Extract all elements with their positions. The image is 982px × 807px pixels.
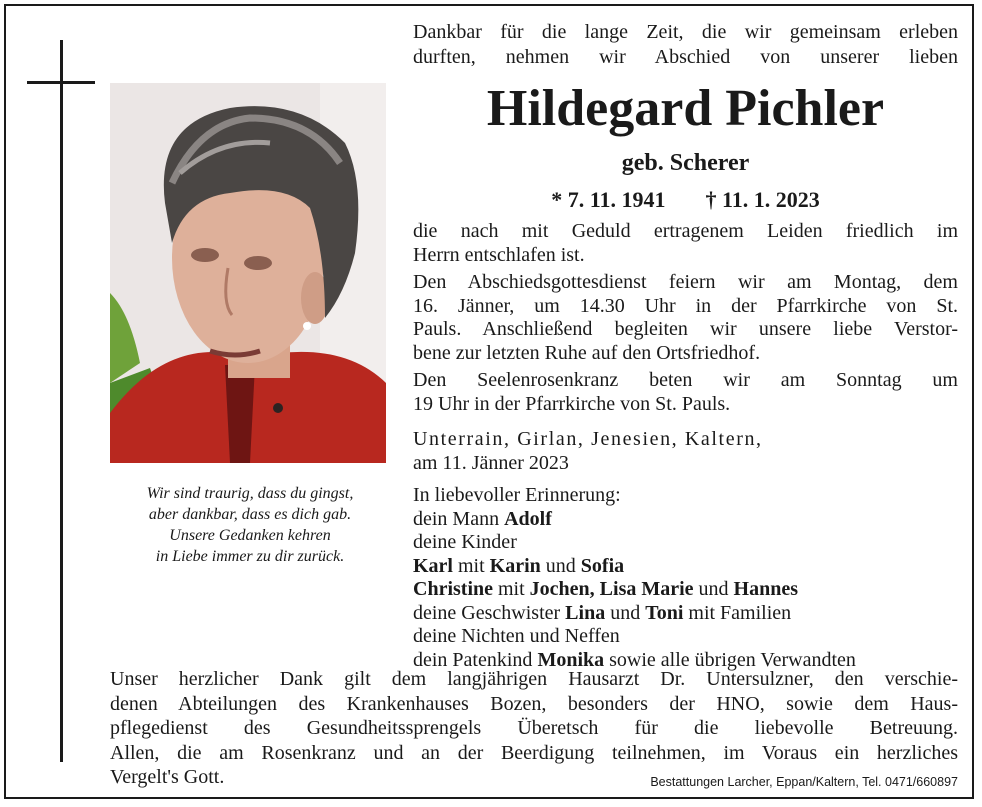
memorial-quote <box>105 483 395 567</box>
text-line: Pauls. Anschließend begleiten wir unsere liebe Verstor- <box>413 318 958 340</box>
text-line: die nach mit Geduld ertragenem Leiden friedlich im <box>413 220 958 242</box>
portrait-photo <box>110 83 386 463</box>
mourner-prefix: dein Mann <box>413 507 505 530</box>
mourner-line-siblings <box>413 602 958 626</box>
connector-text: mit <box>493 578 530 600</box>
mourner-name: Adolf <box>504 507 552 530</box>
mourner-name: Hannes <box>733 578 799 600</box>
cross-icon-bar <box>27 81 95 84</box>
text-line: Den Abschiedsgottesdienst feiern wir am Montag, dem <box>413 271 958 293</box>
mourner-line-nieces: deine Nichten und Neffen <box>413 625 620 647</box>
text-line: Den Seelenrosenkranz beten wir am Sonntag um <box>413 369 958 391</box>
mourner-name: Jochen, Lisa Marie <box>529 578 694 600</box>
intro-line: durften, nehmen wir Abschied von unserer lieben <box>413 46 958 68</box>
mourner-prefix: deine Geschwister <box>413 601 566 624</box>
rosary-notice <box>413 369 958 416</box>
connector-text: und <box>540 554 581 577</box>
mourner-suffix: sowie alle übrigen Verwandten <box>604 648 856 671</box>
date-line: am 11. Jänner 2023 <box>413 451 569 474</box>
mass-notice <box>413 271 958 365</box>
funeral-home-credit: Bestattungen Larcher, Eppan/Kaltern, Tel. 0471/660897 <box>650 775 958 789</box>
quote-line: aber dankbar, dass es dich gab. <box>148 506 352 523</box>
thanks-line: Unser herzlicher Dank gilt dem langjährigen Hausarzt Dr. Untersulzner, den verschie- <box>110 668 958 690</box>
mourner-name: Karin <box>489 554 541 577</box>
text-line: 19 Uhr in der Pfarrkirche von St. Pauls. <box>413 392 731 415</box>
mourner-line-child1 <box>413 555 958 579</box>
mourner-line-child2 <box>413 578 958 602</box>
mourner-name: Toni <box>645 601 684 624</box>
connector-text: mit <box>453 554 490 577</box>
mourner-line-husband <box>413 508 958 532</box>
connector-text: und <box>693 578 734 600</box>
text-line: 16. Jänner, um 14.30 Uhr in der Pfarrkirche von St. <box>413 294 958 317</box>
life-dates <box>413 185 958 215</box>
mourner-name: Lina <box>565 601 606 624</box>
death-notice <box>413 220 958 267</box>
deceased-name: Hildegard Pichler <box>486 80 885 137</box>
places-line: Unterrain, Girlan, Jenesien, Kaltern, <box>413 428 763 450</box>
children-label: deine Kinder <box>413 531 517 553</box>
text-line: Herrn entschlafen ist. <box>413 243 585 266</box>
place-date <box>413 428 958 475</box>
text-line: bene zur letzten Ruhe auf den Ortsfriedhof. <box>413 341 761 364</box>
thanks-line: denen Abteilungen des Krankenhauses Bozen, besonders der HNO, sowie dem Haus- <box>110 692 958 715</box>
mourner-name: Christine <box>413 578 493 600</box>
intro-line: Dankbar für die lange Zeit, die wir gemeinsam erleben <box>413 21 958 43</box>
maiden-name: geb. Scherer <box>621 150 750 176</box>
connector-text: und <box>605 601 646 624</box>
cross-icon <box>60 40 63 762</box>
mourner-suffix: mit Familien <box>683 601 792 624</box>
mourner-name: Monika <box>537 648 605 671</box>
thanks-line: Vergelt's Gott. <box>110 766 225 788</box>
quote-line: Unsere Gedanken kehren <box>169 527 331 544</box>
quote-line: Wir sind traurig, dass du gingst, <box>146 485 354 502</box>
death-date: † 11. 1. 2023 <box>705 187 820 212</box>
thanks-line: Allen, die am Rosenkranz und an der Beerdigung teilnehmen, im Voraus ein herzliches <box>110 741 958 764</box>
mourner-name: Sofia <box>580 554 625 577</box>
thanks-text <box>110 667 958 790</box>
mourner-prefix: dein Patenkind <box>413 648 538 671</box>
mourners-list <box>413 484 958 672</box>
thanks-line: pflegedienst des Gesundheitssprengels Überetsch für die liebevolle Betreuung. <box>110 717 958 739</box>
mourners-intro: In liebevoller Erinnerung: <box>413 484 621 506</box>
intro-text <box>413 20 958 70</box>
mourner-name: Karl <box>413 554 453 577</box>
birth-date: * 7. 11. 1941 <box>551 187 666 212</box>
quote-line: in Liebe immer zu dir zurück. <box>155 548 345 565</box>
